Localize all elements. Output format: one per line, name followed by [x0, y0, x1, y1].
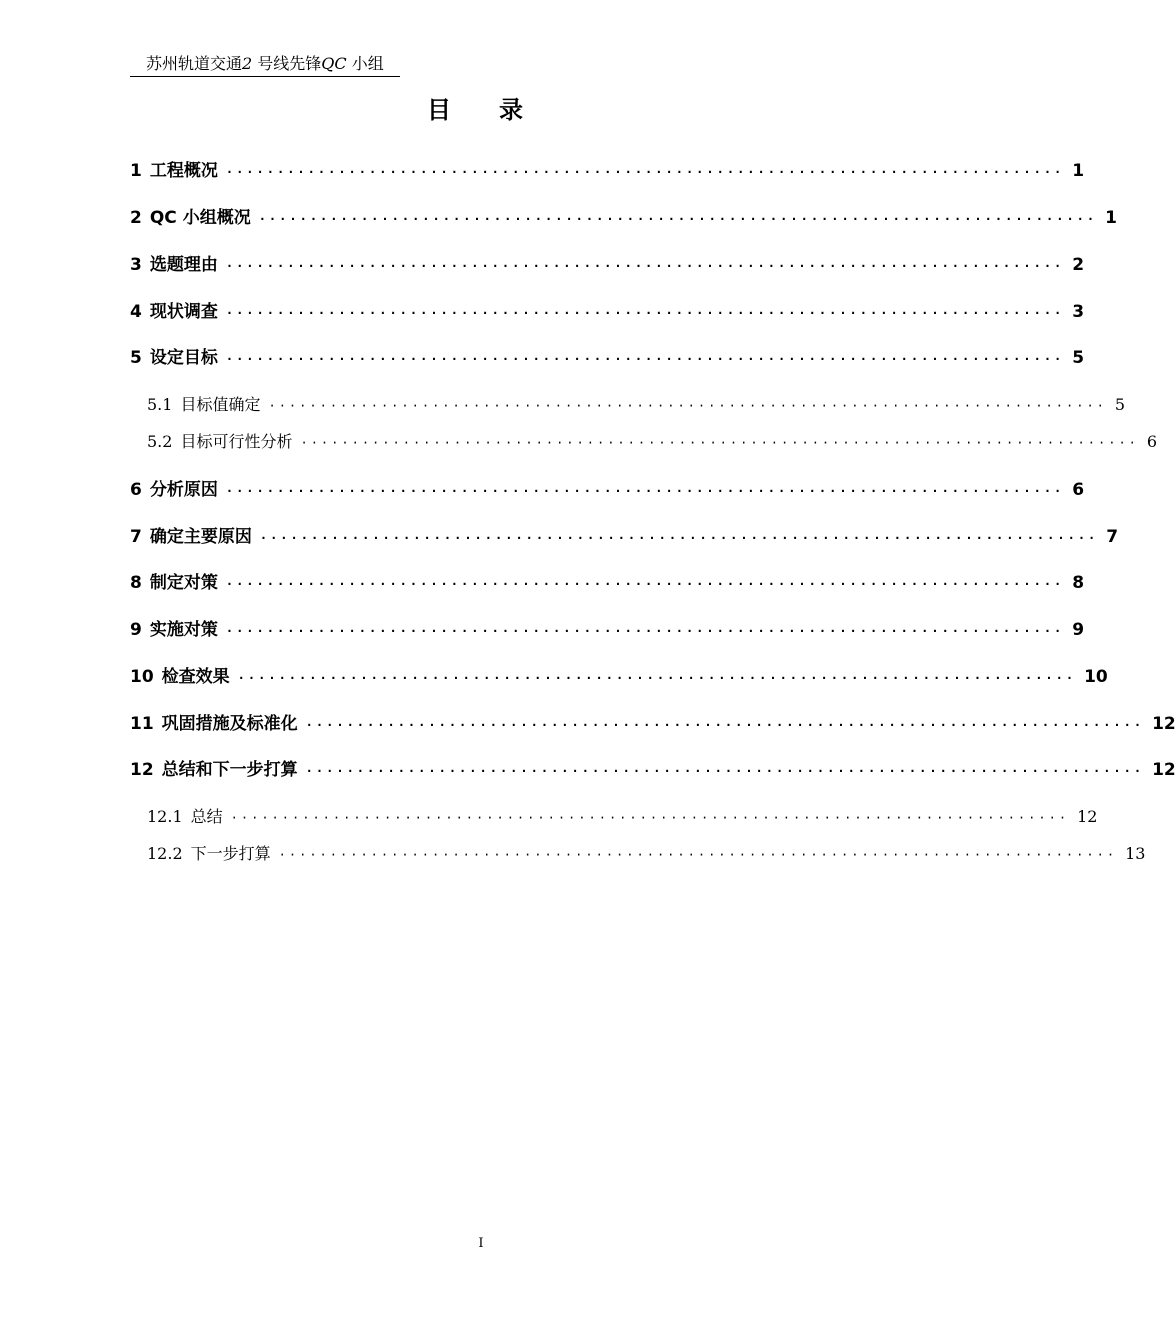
toc-entry-1[interactable]	[130, 158, 1085, 184]
toc-entry-number: 11	[130, 714, 154, 734]
toc-entry-label: 现状调查	[149, 302, 218, 322]
toc-entry-2[interactable]	[130, 205, 1117, 231]
toc-entry-label: 巩固措施及标准化	[161, 714, 298, 734]
toc-dot-leader: ··················································································	[259, 531, 1099, 545]
toc-entry-page: 12	[1152, 760, 1176, 780]
toc-entry-12-1[interactable]	[147, 805, 1098, 829]
toc-title: 目录	[427, 96, 571, 124]
toc-entry-label: 目标可行性分析	[180, 432, 293, 451]
toc-entry-11[interactable]	[130, 711, 1176, 737]
toc-entry-number: 10	[130, 667, 154, 687]
toc-dot-leader: ··················································································	[305, 764, 1145, 778]
toc-entry-12[interactable]	[130, 757, 1176, 783]
toc-entry-page: 6	[1146, 432, 1158, 451]
toc-entry-number: 6	[130, 480, 142, 500]
toc-entry-number: 5.2	[147, 432, 173, 451]
toc-entry-label: 检查效果	[161, 667, 230, 687]
toc-dot-leader: ··················································································	[237, 671, 1077, 685]
toc-entry-label: 总结	[190, 807, 223, 826]
toc-entry-number: 1	[130, 161, 142, 181]
toc-entry-page: 5	[1114, 395, 1126, 414]
toc-entry-number: 3	[130, 255, 142, 275]
header-text-4: QC	[321, 54, 347, 73]
toc-dot-leader: ··················································································	[225, 259, 1065, 273]
toc-entry-page: 12	[1077, 807, 1098, 826]
header-text-1: 苏州轨道交通	[146, 54, 243, 73]
toc-entry-label: 总结和下一步打算	[161, 760, 298, 780]
toc-dot-leader: ··················································································	[305, 718, 1145, 732]
toc-dot-leader: ··················································································	[258, 212, 1098, 226]
toc-dot-leader: ··················································································	[230, 811, 1070, 825]
toc-entry-label: 分析原因	[149, 480, 218, 500]
toc-entry-label: 实施对策	[149, 620, 218, 640]
toc-entry-5-2[interactable]	[147, 430, 1158, 454]
toc-entry-label: 下一步打算	[190, 844, 271, 863]
header-text-5: 小组	[346, 54, 384, 73]
toc-entry-number: 2	[130, 208, 142, 228]
toc-entry-page: 10	[1084, 667, 1108, 687]
toc-dot-leader: ··················································································	[278, 848, 1118, 862]
toc-entry-number: 7	[130, 527, 142, 547]
toc-entry-page: 1	[1105, 208, 1117, 228]
toc-dot-leader: ··················································································	[225, 624, 1065, 638]
toc-entry-9[interactable]	[130, 617, 1085, 643]
toc-entry-number: 12.1	[147, 807, 183, 826]
toc-entry-label: 确定主要原因	[149, 527, 252, 547]
toc-entry-page: 12	[1152, 714, 1176, 734]
toc-entry-4[interactable]	[130, 299, 1085, 325]
toc-entry-page: 13	[1125, 844, 1146, 863]
toc-entry-page: 9	[1072, 620, 1085, 640]
toc-dot-leader: ··················································································	[225, 306, 1065, 320]
page-number: I	[478, 1236, 484, 1251]
toc-dot-leader: ··················································································	[300, 436, 1139, 450]
toc-entry-5[interactable]	[130, 345, 1085, 371]
toc-dot-leader: ··················································································	[225, 165, 1065, 179]
toc-entry-page: 1	[1072, 161, 1085, 181]
toc-dot-leader: ··················································································	[225, 352, 1065, 366]
toc-entry-page: 6	[1072, 480, 1085, 500]
toc-entry-label: 制定对策	[149, 573, 218, 593]
toc-dot-leader: ··················································································	[268, 399, 1107, 413]
running-header	[130, 52, 400, 77]
toc-entry-page: 5	[1072, 348, 1085, 368]
toc-entry-7[interactable]	[130, 524, 1119, 550]
toc-entry-page: 3	[1072, 302, 1085, 322]
toc-entry-3[interactable]	[130, 252, 1085, 278]
toc-dot-leader: ··················································································	[225, 577, 1065, 591]
toc-entry-label: 设定目标	[149, 348, 218, 368]
toc-entry-8[interactable]	[130, 570, 1085, 596]
toc-entry-number: 12	[130, 760, 154, 780]
toc-entry-6[interactable]	[130, 477, 1085, 503]
header-text-3: 号线先锋	[252, 54, 322, 73]
toc-entry-label: QC 小组概况	[149, 208, 251, 228]
toc-entry-number: 4	[130, 302, 142, 322]
toc-entry-label: 目标值确定	[180, 395, 261, 414]
toc-entry-number: 5	[130, 348, 142, 368]
toc-entry-5-1[interactable]	[147, 393, 1126, 417]
toc-entry-number: 5.1	[147, 395, 173, 414]
toc-entry-12-2[interactable]	[147, 842, 1146, 866]
toc-entry-label: 工程概况	[149, 161, 218, 181]
toc-entry-number: 12.2	[147, 844, 183, 863]
toc-entry-page: 8	[1072, 573, 1085, 593]
header-text-2: 2	[242, 54, 253, 73]
toc-entry-page: 7	[1106, 527, 1119, 547]
toc-entry-page: 2	[1072, 255, 1085, 275]
toc-entry-number: 8	[130, 573, 142, 593]
toc-dot-leader: ··················································································	[225, 484, 1065, 498]
toc-entry-label: 选题理由	[149, 255, 218, 275]
toc-entry-number: 9	[130, 620, 142, 640]
toc-entry-10[interactable]	[130, 664, 1108, 690]
